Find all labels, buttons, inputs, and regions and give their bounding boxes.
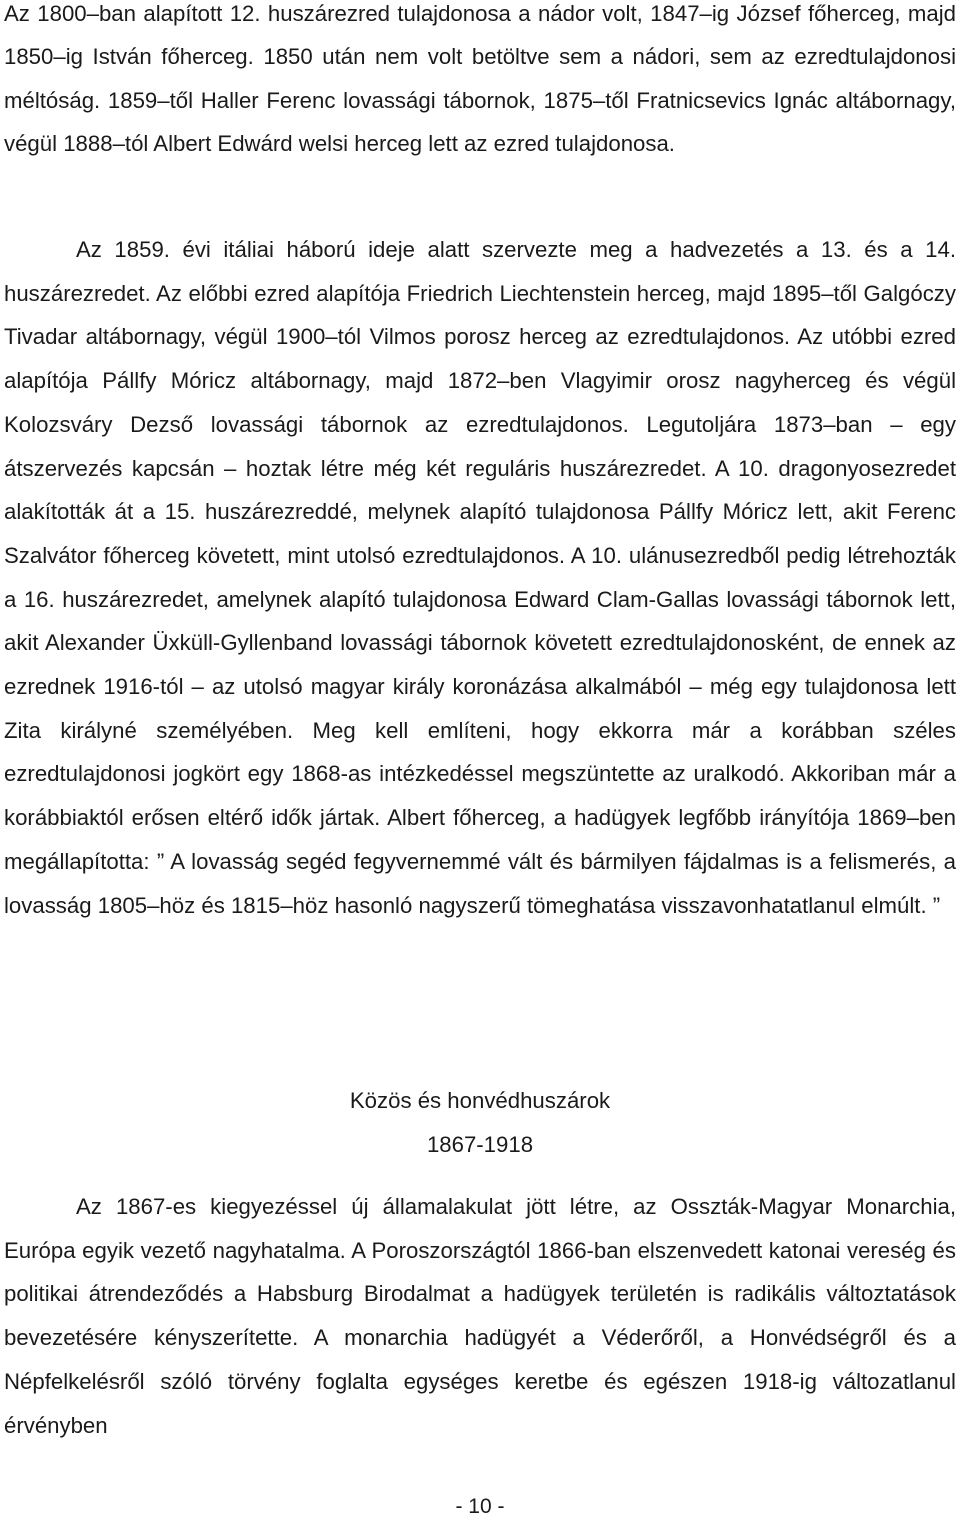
paragraph-regiment-owners: Az 1800–ban alapított 12. huszárezred tulajdonosa a nádor volt, 1847–ig József főherceg, majd 1850–ig István főherceg. 1850 után nem volt betöltve sem a nádori, sem az ezredtulajdonosi méltóság. 1859–től Haller Ferenc lovassági tábornok, 1875–től Fratnicsevics Ignác altábornagy, végül 1888–tól Albert Edwárd welsi herceg lett az ezred tulajdonosa. xyxy=(4,1,956,156)
section-heading: Közös és honvédhuszárok xyxy=(349,1088,611,1113)
paragraph-new-regiments: Az 1859. évi itáliai háború ideje alatt szervezte meg a hadvezetés a 13. és a 14. huszárezredet. Az előbbi ezred alapítója Friedrich Liechtenstein herceg, majd 1895–től Galgóczy Tivadar altábornagy, végül 1900–tól Vilmos porosz herceg az ezredtulajdonos. Az utóbbi ezred alapítója Pállfy Móricz altábornagy, majd 1872–ben Vlagyimir orosz nagyherceg és végül Kolozsváry Dezső lovassági tábornok az ezredtulajdonos. Legutoljára 1873–ban – egy átszervezés kapcsán – hoztak létre még két reguláris huszárezredet. A 10. dragonyosezredet alakították át a 15. huszárezreddé, melynek alapító tulajdonosa Pállfy Móricz lett, akit Ferenc Szalvátor főherceg követett, mint utolsó ezredtulajdonos. A 10. ulánusezredből pedig létrehozták a 16. huszárezredet, amelynek alapító tulajdonosa Edward Clam-Gallas lovassági tábornok lett, akit Alexander Üxküll-Gyllenband lovassági tábornok követett ezredtulajdonosként, de ennek az ezrednek 1916-tól – az utolsó magyar király koronázása alkalmából – még egy tulajdonosa lett Zita királyné személyében. Meg kell említeni, hogy ekkorra már a korábban széles ezredtulajdonosi jogkört egy 1868-as intézkedéssel megszüntette az uralkodó. Akkoriban már a korábbiaktól erősen eltérő idők jártak. Albert főherceg, a hadügyek legfőbb irányítója 1869–ben megállapította: ” A lovasság segéd fegyvernemmé vált és bármilyen fájdalmas is a felismerés, a lovasság 1805–höz és 1815–höz hasonló nagyszerű tömeghatása visszavonhatatlanul elmúlt. ” xyxy=(4,237,956,918)
section-years: 1867-1918 xyxy=(426,1132,534,1157)
paragraph-compromise: Az 1867-es kiegyezéssel új államalakulat jött létre, az Osszták-Magyar Monarchia, Európa egyik vezető nagyhatalma. A Poroszországtól 1866-ban elszenvedett katonai vereség és politikai átrendeződés a Habsburg Birodalmat a hadügyek területén is radikális változtatások bevezetésére kényszerítette. A monarchia hadügyét a Véderőről, a Honvédségről és a Népfelkelésről szóló törvény foglalta egységes keretbe és egészen 1918-ig változatlanul érvényben xyxy=(4,1194,956,1438)
page-number: - 10 - xyxy=(455,1495,505,1518)
